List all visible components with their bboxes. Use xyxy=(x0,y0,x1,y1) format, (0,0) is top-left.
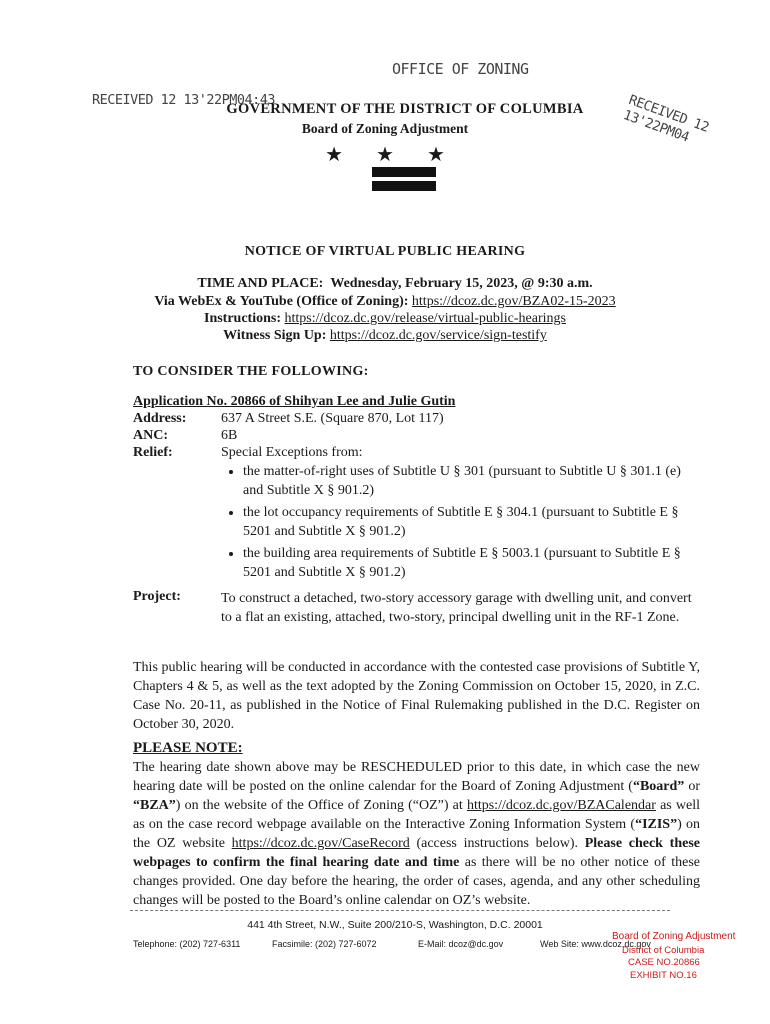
hearing-paragraph: This public hearing will be conducted in accordance with the contested case provisions of Subtitle Y, Chapters 4 & 5, as well as the text adopted by the Zoning Commission on October 15, 2020, in Z.C. Case No. 20-11, as published in the Notice of Final Rulemaking published in the D.C. Register on October 30, 2020. xyxy=(133,660,700,732)
application-title: Application No. 20866 of Shihyan Lee and Julie Gutin xyxy=(133,394,456,409)
dc-flag-bar-top xyxy=(372,167,436,177)
footer-email: E-Mail: dcoz@dc.gov xyxy=(418,939,504,949)
note-text: or xyxy=(684,779,701,794)
dc-flag-bar-bottom xyxy=(372,181,436,191)
hearing-link[interactable]: https://dcoz.dc.gov/BZA02-15-2023 xyxy=(411,294,616,309)
consider-heading: TO CONSIDER THE FOLLOWING: xyxy=(133,364,369,379)
received-stamp-right: RECEIVED 12 13'22PM04 xyxy=(621,92,711,146)
time-place-label: TIME AND PLACE: xyxy=(197,276,324,291)
please-note-heading: PLEASE NOTE: xyxy=(133,740,243,756)
note-bold-text: Please check these webpages to confirm the final hearing date and time xyxy=(133,836,700,870)
note-izis: “IZIS” xyxy=(635,817,678,832)
relief-intro: Special Exceptions from: xyxy=(221,445,363,460)
exhibit-board: Board of Zoning Adjustment xyxy=(612,931,736,942)
via-webex-line xyxy=(0,294,770,310)
witness-link[interactable]: https://dcoz.dc.gov/service/sign-testify xyxy=(329,328,547,343)
witness-label: Witness Sign Up: xyxy=(223,328,327,343)
footer-address: 441 4th Street, N.W., Suite 200/210-S, Washington, D.C. 20001 xyxy=(247,919,543,931)
office-of-zoning-stamp: OFFICE OF ZONING xyxy=(392,60,529,78)
please-note-paragraph xyxy=(133,758,700,910)
notice-title: NOTICE OF VIRTUAL PUBLIC HEARING xyxy=(244,244,526,259)
address-label: Address: xyxy=(133,411,187,426)
instructions-link[interactable]: https://dcoz.dc.gov/release/virtual-public-hearings xyxy=(284,311,566,326)
time-place-value: Wednesday, February 15, 2023, @ 9:30 a.m. xyxy=(330,276,593,291)
relief-item: • the matter-of-right uses of Subtitle U § 301 (pursuant to Subtitle U § 301.1 (e) and Subtitle X § 901.2) xyxy=(243,462,703,500)
exhibit-district: District of Columbia xyxy=(622,945,705,956)
relief-list xyxy=(221,462,703,585)
instructions-line xyxy=(0,311,770,327)
note-text: ) on the OZ website xyxy=(133,817,700,851)
note-text: ) on the website of the Office of Zoning (“OZ”) at xyxy=(175,798,467,813)
note-text: as well as on the case record webpage available on the Interactive Zoning Information System ( xyxy=(133,798,701,832)
note-text: The hearing date shown above may be RESCHEDULED prior to this date, in which case the new hearing date will be posted on the online calendar for the Board of Zoning Adjustment ( xyxy=(133,760,700,794)
project-label: Project: xyxy=(133,589,181,604)
footer-website: Web Site: www.dcoz.dc.gov xyxy=(540,939,651,949)
anc-value: 6B xyxy=(221,428,238,443)
note-text: (access instructions below). xyxy=(409,836,585,851)
government-title: GOVERNMENT OF THE DISTRICT OF COLUMBIA xyxy=(226,101,584,117)
note-text: as there will be no other notice of these changes provided. One day before the hearing, the order of cases, agenda, and any other scheduling changes will be posted to the Board’s online calendar on OZ’s website. xyxy=(133,855,700,908)
footer-facsimile: Facsimile: (202) 727-6072 xyxy=(272,939,377,949)
anc-label: ANC: xyxy=(133,428,168,443)
note-bza: “BZA” xyxy=(133,798,176,813)
instructions-label: Instructions: xyxy=(204,311,282,326)
bza-calendar-link[interactable]: https://dcoz.dc.gov/BZACalendar xyxy=(466,798,656,813)
project-description: To construct a detached, two-story accessory garage with dwelling unit, and convert to a flat an existing, attached, two-story, principal dwelling unit in the RF-1 Zone. xyxy=(221,591,692,625)
dc-flag-stars: ★ ★ ★ xyxy=(325,144,459,166)
footer-telephone: Telephone: (202) 727-6311 xyxy=(133,939,241,949)
relief-label: Relief: xyxy=(133,445,173,460)
time-and-place xyxy=(0,276,770,292)
footer-divider xyxy=(130,910,670,911)
witness-line xyxy=(0,328,770,344)
note-board: “Board” xyxy=(632,779,685,794)
exhibit-case-no: CASE NO.20866 xyxy=(628,957,700,968)
relief-item: • the lot occupancy requirements of Subtitle E § 304.1 (pursuant to Subtitle E § 5201 and Subtitle X § 901.2) xyxy=(243,503,703,541)
board-title: Board of Zoning Adjustment xyxy=(301,121,469,136)
case-record-link[interactable]: https://dcoz.dc.gov/CaseRecord xyxy=(231,836,410,851)
relief-item: • the building area requirements of Subtitle E § 5003.1 (pursuant to Subtitle E § 5201 and Subtitle X § 901.2) xyxy=(243,544,703,582)
address-value: 637 A Street S.E. (Square 870, Lot 117) xyxy=(221,411,444,426)
received-stamp-left: RECEIVED 12 13'22PM04:43 xyxy=(92,92,276,108)
exhibit-no: EXHIBIT NO.16 xyxy=(630,970,697,981)
via-label: Via WebEx & YouTube (Office of Zoning): xyxy=(154,294,409,309)
